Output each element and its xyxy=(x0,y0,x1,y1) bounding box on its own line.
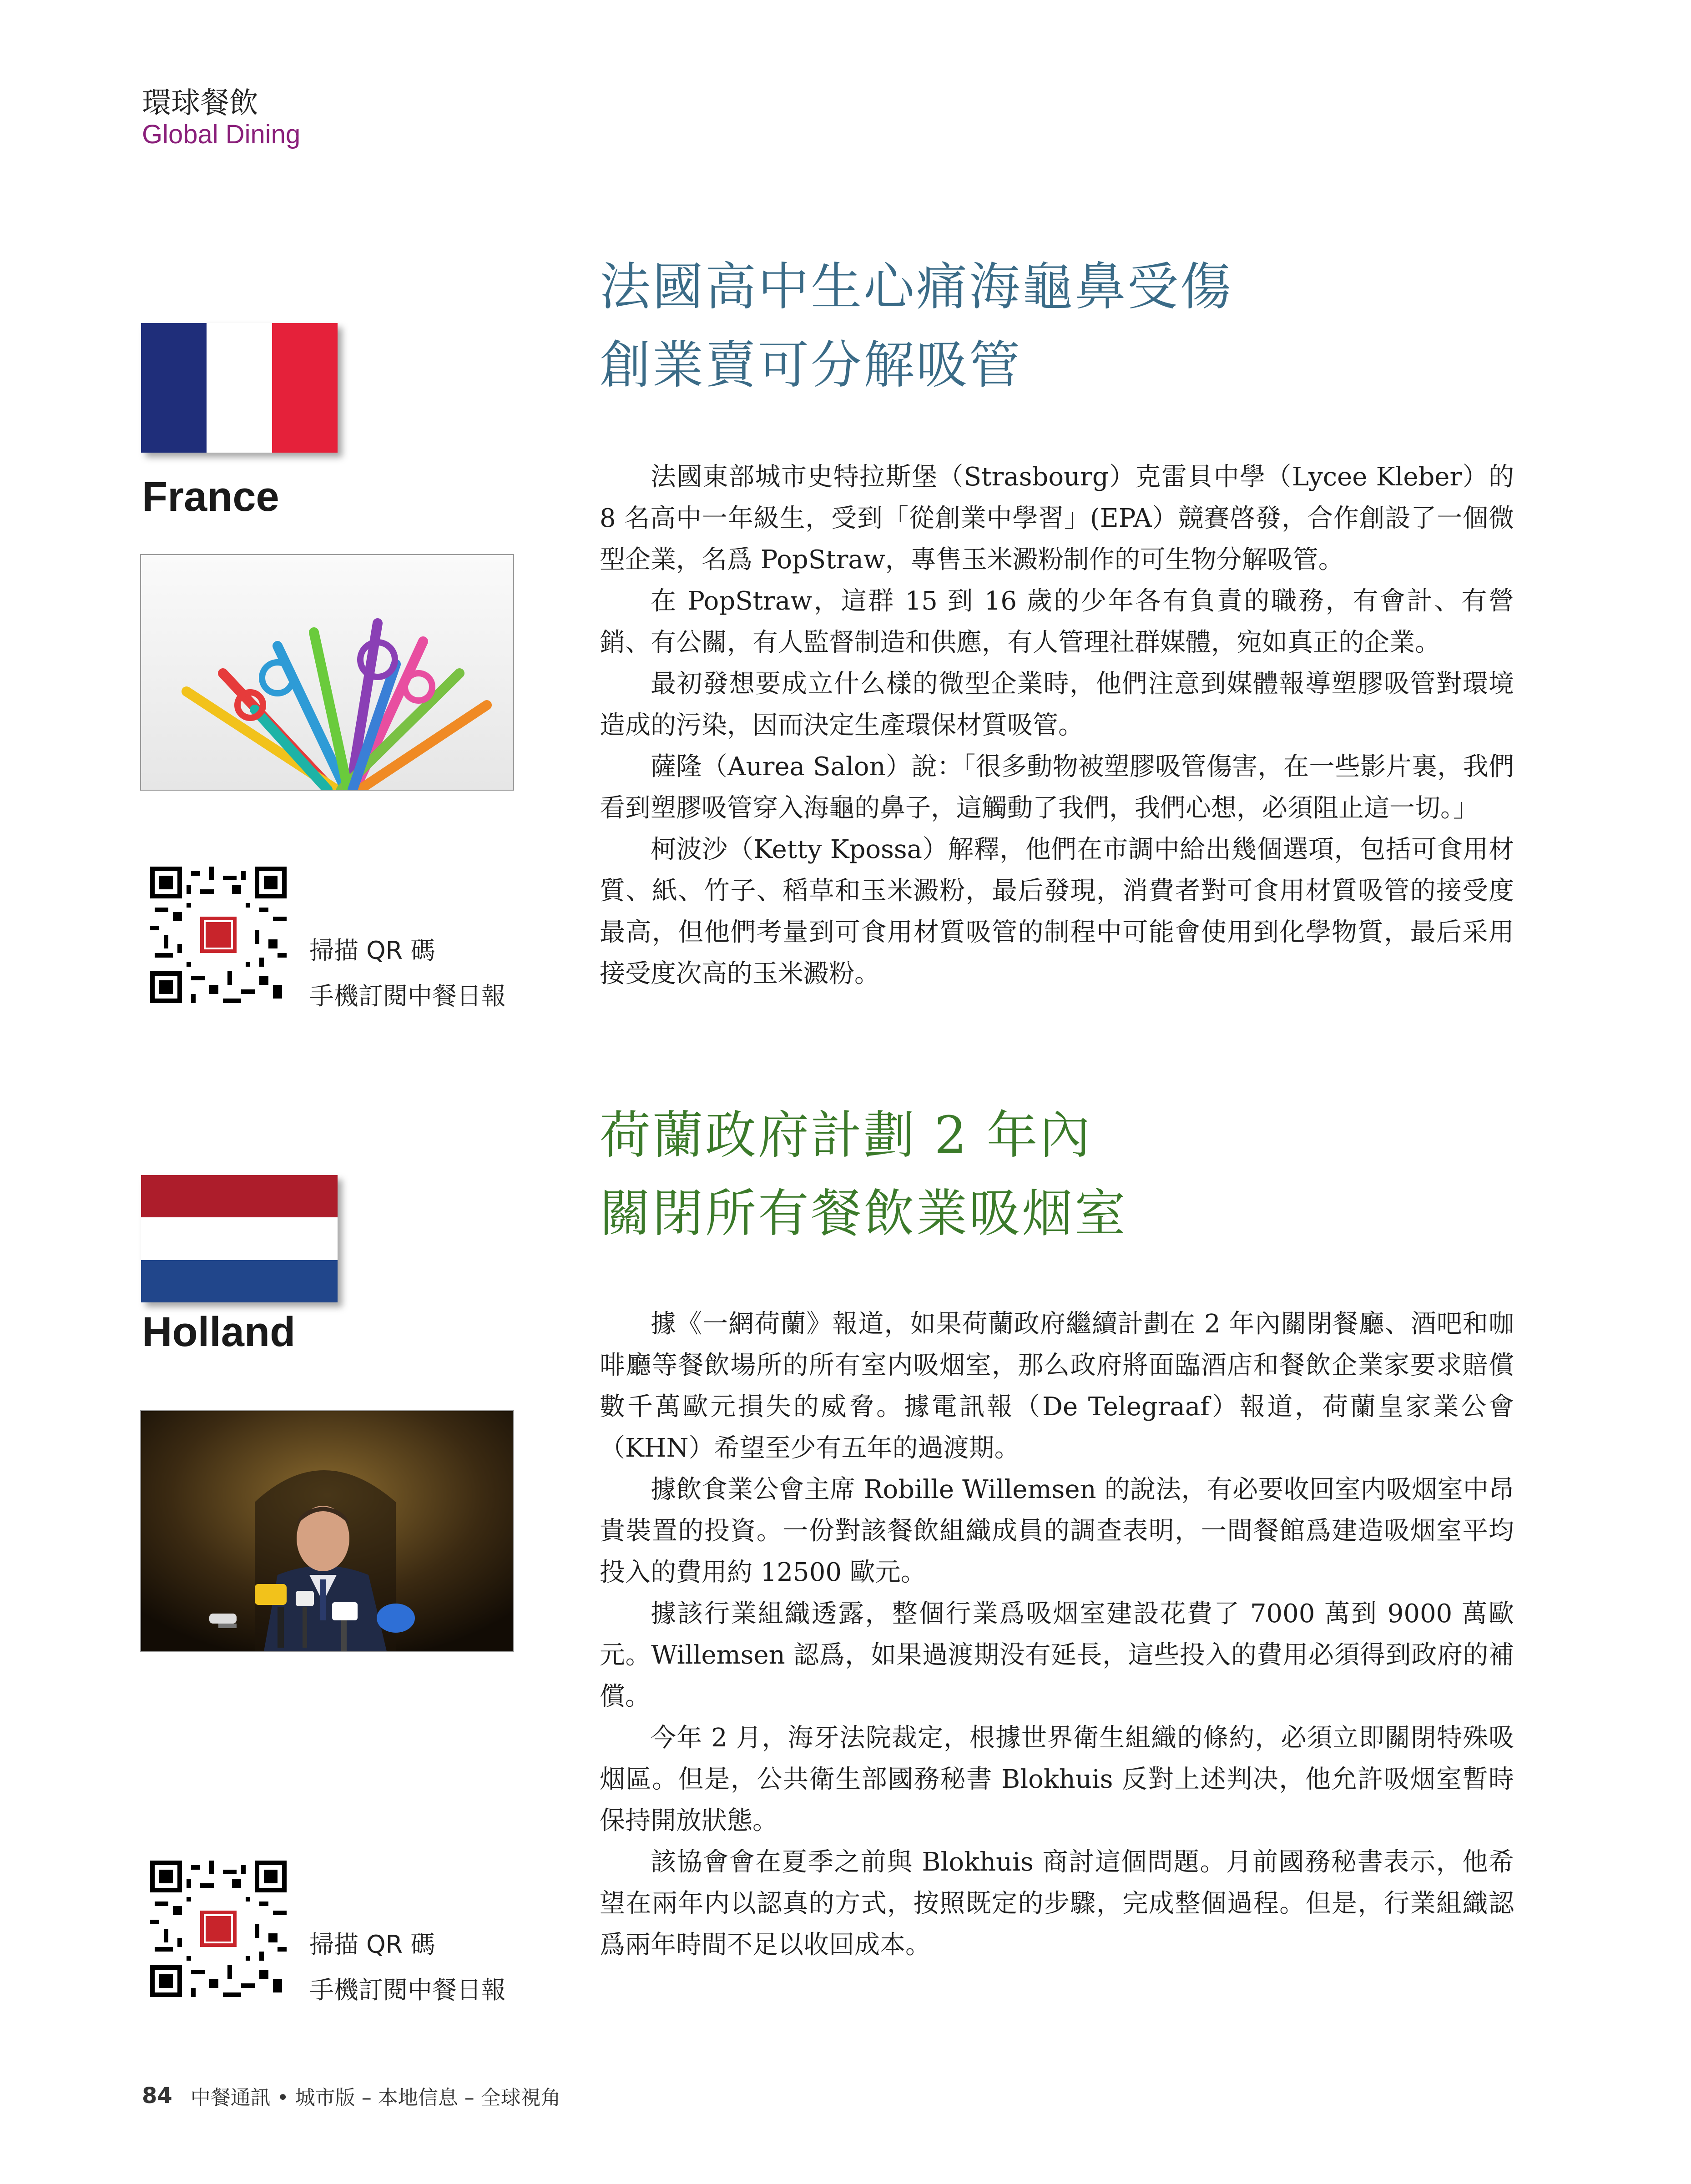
qr-code-holland[interactable] xyxy=(150,1861,287,1997)
section-title-cn: 環球餐飲 xyxy=(142,86,258,120)
qr-caption-line-1: 掃描 QR 碼 xyxy=(309,936,435,965)
page-number: 84 xyxy=(142,2083,172,2108)
country-label-holland: Holland xyxy=(142,1309,296,1355)
headline-france-line-1: 法國高中生心痛海龜鼻受傷 xyxy=(600,257,1233,317)
headline-france xyxy=(600,248,1233,404)
paragraph: 該協會會在夏季之前與 Blokhuis 商討這個問題。月前國務秘書表示，他希望在兩年内以認真的方式，按照既定的步驟，完成整個過程。但是，行業組織認爲兩年時間不足以收回成本。 xyxy=(600,1847,1514,1960)
paragraph: 據該行業組織透露，整個行業爲吸烟室建設花費了 7000 萬到 9000 萬歐元。Willemsen 認爲，如果過渡期没有延長，這些投入的費用必須得到政府的補償。 xyxy=(600,1599,1514,1711)
straws-photo xyxy=(140,554,514,791)
headline-france-line-2: 創業賣可分解吸管 xyxy=(600,336,1022,395)
qr-caption-holland xyxy=(309,1922,506,2013)
qr-caption-line-1: 掃描 QR 碼 xyxy=(309,1930,435,1959)
publication-name: 中餐通訊 • 城市版 – 本地信息 – 全球視角 xyxy=(190,2086,561,2109)
qr-caption-line-2: 手機訂閱中餐日報 xyxy=(309,1976,506,2004)
paragraph: 法國東部城市史特拉斯堡（Strasbourg）克雷貝中學（Lycee Kleber）的 8 名高中一年級生，受到「從創業中學習」(EPA）競賽啓發，合作創設了一個微型企業，名爲 PopStraw，專售玉米澱粉制作的可生物分解吸管。 xyxy=(600,462,1514,575)
netherlands-flag xyxy=(141,1175,338,1302)
section-title-en: Global Dining xyxy=(142,120,301,149)
paragraph: 在 PopStraw，這群 15 到 16 歲的少年各有負責的職務，有會計、有營銷、有公關，有人監督制造和供應，有人管理社群媒體，宛如真正的企業。 xyxy=(600,586,1514,657)
qr-caption-france xyxy=(309,928,506,1019)
headline-holland-line-1: 荷蘭政府計劃 2 年內 xyxy=(600,1106,1092,1165)
article-holland xyxy=(600,1303,1514,1966)
paragraph: 最初發想要成立什么樣的微型企業時，他們注意到媒體報導塑膠吸管對環境造成的污染，因而決定生產環保材質吸管。 xyxy=(600,669,1514,740)
country-label-france: France xyxy=(142,474,279,520)
paragraph: 柯波沙（Ketty Kpossa）解釋，他們在市調中給出幾個選項，包括可食用材質、紙、竹子、稻草和玉米澱粉，最后發現，消費者對可食用材質吸管的接受度最高，但他們考量到可食用材質吸管的制程中可能會使用到化學物質，最后采用接受度次高的玉米澱粉。 xyxy=(600,835,1514,989)
article-france xyxy=(600,456,1514,994)
paragraph: 薩隆（Aurea Salon）說：「很多動物被塑膠吸管傷害，在一些影片裏，我們看到塑膠吸管穿入海龜的鼻子，這觸動了我們，我們心想，必須阻止這一切。」 xyxy=(600,752,1514,823)
qr-caption-line-2: 手機訂閱中餐日報 xyxy=(309,982,506,1010)
page-footer xyxy=(142,2081,561,2110)
qr-code-france[interactable] xyxy=(150,867,287,1003)
france-flag xyxy=(141,323,338,453)
paragraph: 據《一網荷蘭》報道，如果荷蘭政府繼續計劃在 2 年內關閉餐廳、酒吧和咖啡廳等餐飲場所的所有室内吸烟室，那么政府將面臨酒店和餐飲企業家要求賠償數千萬歐元損失的威脅。據電訊報（De Telegraaf）報道，荷蘭皇家業公會（KHN）希望至少有五年的過渡期。 xyxy=(600,1309,1514,1463)
paragraph: 今年 2 月，海牙法院裁定，根據世界衛生組織的條約，必須立即關閉特殊吸烟區。但是，公共衛生部國務秘書 Blokhuis 反對上述判决，他允許吸烟室暫時保持開放狀態。 xyxy=(600,1723,1514,1836)
paragraph: 據飲食業公會主席 Robille Willemsen 的說法，有必要收回室内吸烟室中昂貴裝置的投資。一份對該餐飲組織成員的調查表明，一間餐館爲建造吸烟室平均投入的費用約 12500 歐元。 xyxy=(600,1475,1514,1587)
headline-holland xyxy=(600,1096,1127,1253)
headline-holland-line-2: 關閉所有餐飲業吸烟室 xyxy=(600,1184,1127,1243)
press-conference-photo xyxy=(140,1410,514,1652)
